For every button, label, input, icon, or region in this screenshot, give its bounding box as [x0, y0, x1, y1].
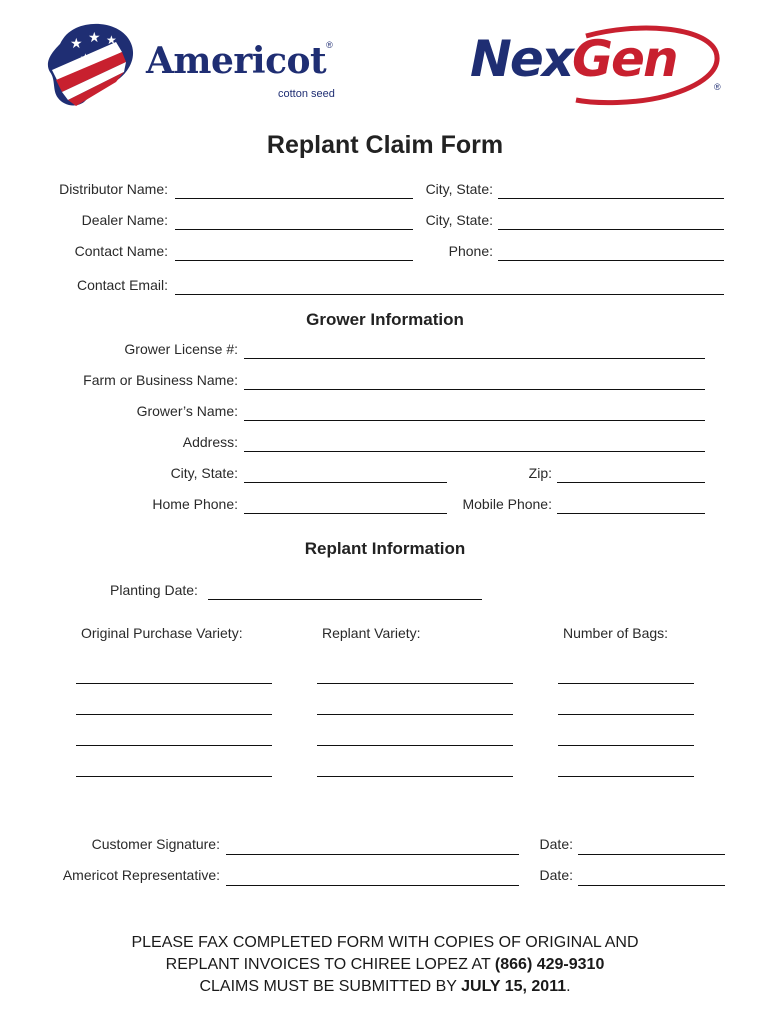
planting-date-label: Planting Date:: [110, 582, 198, 598]
form-title: Replant Claim Form: [266, 131, 504, 159]
americot-representative-label: Americot Representative:: [62, 867, 220, 883]
planting-date-field[interactable]: [208, 599, 482, 600]
distributor-city-state-field[interactable]: [498, 198, 724, 199]
grower-license-field[interactable]: [244, 358, 705, 359]
fax-instructions-text: REPLANT INVOICES TO CHIREE LOPEZ AT: [165, 956, 495, 973]
distributor-name-field[interactable]: [175, 198, 413, 199]
original-variety-field[interactable]: [76, 776, 272, 777]
distributor-city-state-label: City, State:: [425, 181, 493, 197]
number-of-bags-field[interactable]: [558, 714, 694, 715]
home-phone-label: Home Phone:: [152, 496, 238, 512]
replant-variety-field[interactable]: [317, 683, 513, 684]
svg-text:★: ★: [106, 33, 117, 47]
mobile-phone-label: Mobile Phone:: [462, 496, 552, 512]
representative-date-label: Date:: [539, 867, 573, 883]
growers-name-label: Grower’s Name:: [136, 403, 238, 419]
distributor-name-label: Distributor Name:: [59, 181, 168, 197]
phone-field[interactable]: [498, 260, 724, 261]
americot-tagline: cotton seed: [278, 88, 335, 100]
svg-text:★: ★: [88, 29, 101, 45]
fax-instructions-line-2: [0, 954, 770, 976]
farm-business-name-label: Farm or Business Name:: [83, 372, 238, 388]
replant-variety-field[interactable]: [317, 714, 513, 715]
deadline-date: JULY 15, 2011: [461, 978, 567, 995]
zip-label: Zip:: [528, 465, 552, 481]
home-phone-field[interactable]: [244, 513, 447, 514]
grower-license-label: Grower License #:: [124, 341, 238, 357]
original-variety-field[interactable]: [76, 745, 272, 746]
americot-wordmark: Americot: [146, 40, 327, 82]
mobile-phone-field[interactable]: [557, 513, 705, 514]
dealer-name-field[interactable]: [175, 229, 413, 230]
dealer-name-label: Dealer Name:: [81, 212, 168, 228]
original-variety-field[interactable]: [76, 714, 272, 715]
replant-variety-field[interactable]: [317, 745, 513, 746]
grower-information-heading: Grower Information: [306, 310, 464, 329]
grower-city-state-label: City, State:: [170, 465, 238, 481]
deadline-period: .: [566, 978, 571, 995]
customer-signature-label: Customer Signature:: [91, 836, 220, 852]
contact-email-label: Contact Email:: [76, 277, 168, 293]
americot-representative-field[interactable]: [226, 885, 519, 886]
nexgen-wordmark-nex: Nex: [470, 30, 573, 88]
contact-name-field[interactable]: [175, 260, 413, 261]
americot-logo: [46, 22, 346, 108]
deadline-text: CLAIMS MUST BE SUBMITTED BY: [199, 978, 462, 995]
nexgen-logo: [466, 22, 728, 108]
representative-date-field[interactable]: [578, 885, 725, 886]
number-of-bags-field[interactable]: [558, 745, 694, 746]
growers-name-field[interactable]: [244, 420, 705, 421]
customer-signature-field[interactable]: [226, 854, 519, 855]
nexgen-registered-mark: ®: [714, 82, 721, 92]
dealer-city-state-field[interactable]: [498, 229, 724, 230]
phone-label: Phone:: [448, 243, 493, 259]
address-label: Address:: [182, 434, 238, 450]
original-variety-field[interactable]: [76, 683, 272, 684]
address-field[interactable]: [244, 451, 705, 452]
contact-email-field[interactable]: [175, 294, 724, 295]
americot-flag-icon: [46, 22, 146, 108]
farm-business-name-field[interactable]: [244, 389, 705, 390]
replant-variety-header: Replant Variety:: [322, 625, 421, 641]
deadline-line: [0, 976, 770, 998]
replant-variety-field[interactable]: [317, 776, 513, 777]
zip-field[interactable]: [557, 482, 705, 483]
original-purchase-variety-header: Original Purchase Variety:: [81, 625, 243, 641]
fax-instructions-line-1: PLEASE FAX COMPLETED FORM WITH COPIES OF ORIGINAL AND: [131, 934, 639, 951]
nexgen-wordmark-gen: Gen: [572, 30, 677, 88]
number-of-bags-header: Number of Bags:: [563, 625, 669, 641]
grower-city-state-field[interactable]: [244, 482, 447, 483]
replant-information-heading: Replant Information: [304, 539, 466, 558]
customer-date-label: Date:: [539, 836, 573, 852]
svg-text:★: ★: [70, 35, 83, 51]
customer-date-field[interactable]: [578, 854, 725, 855]
svg-text:★: ★: [80, 51, 91, 65]
number-of-bags-field[interactable]: [558, 683, 694, 684]
fax-phone-number: (866) 429-9310: [494, 956, 605, 973]
contact-name-label: Contact Name:: [74, 243, 168, 259]
americot-registered-mark: ®: [326, 40, 333, 50]
number-of-bags-field[interactable]: [558, 776, 694, 777]
dealer-city-state-label: City, State:: [425, 212, 493, 228]
